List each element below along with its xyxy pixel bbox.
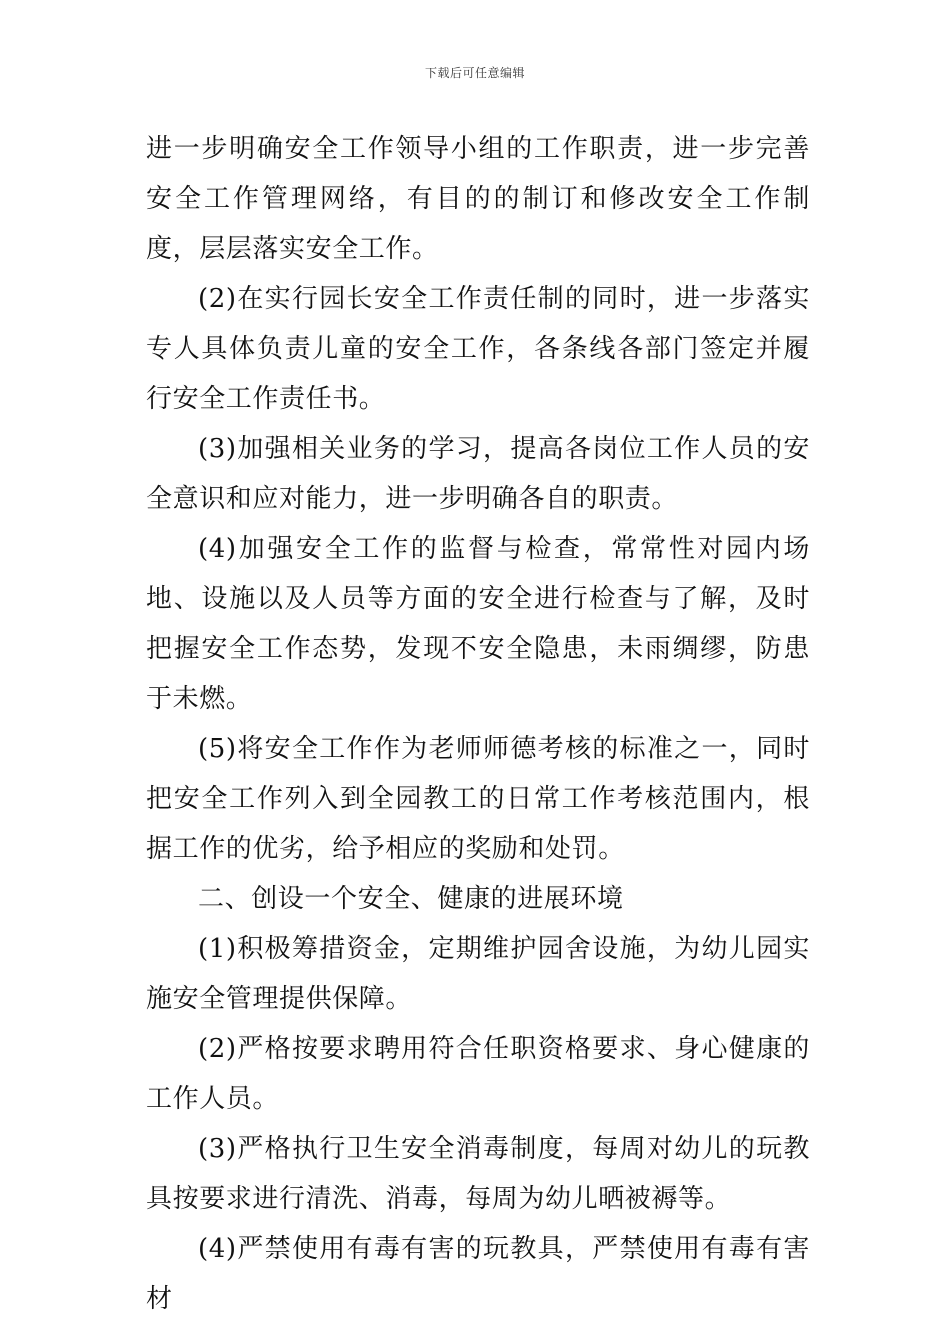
paragraph-continuation: 进一步明确安全工作领导小组的工作职责，进一步完善安全工作管理网络，有目的的制订和修改安全工作制度，层层落实安全工作。 [146,134,810,264]
page-header: 下载后可任意编辑 [424,66,525,80]
paragraph-item-2: (2)严格按要求聘用符合任职资格要求、身心健康的工作人员。 [146,1034,810,1114]
paragraph-item-2: (2)在实行园长安全工作责任制的同时，进一步落实专人具体负责儿童的安全工作，各条线各部门签定并履行安全工作责任书。 [146,284,810,414]
paragraph-item-5: (5)将安全工作作为老师师德考核的标准之一，同时把安全工作列入到全园教工的日常工作考核范围内，根据工作的优劣，给予相应的奖励和处罚。 [146,734,810,864]
paragraph-item-1: (1)积极筹措资金，定期维护园舍设施，为幼儿园实施安全管理提供保障。 [146,934,810,1014]
paragraph-item-4: (4)严禁使用有毒有害的玩教具，严禁使用有毒有害材 [146,1234,810,1314]
document-body [146,124,810,1324]
paragraph-item-3: (3)加强相关业务的学习，提高各岗位工作人员的安全意识和应对能力，进一步明确各自的职责。 [146,434,810,514]
section-heading: 二、创设一个安全、健康的进展环境 [198,884,624,914]
paragraph-item-3: (3)严格执行卫生安全消毒制度，每周对幼儿的玩教具按要求进行清洗、消毒，每周为幼儿晒被褥等。 [146,1134,810,1214]
paragraph-item-4: (4)加强安全工作的监督与检查，常常性对园内场地、设施以及人员等方面的安全进行检查与了解，及时把握安全工作态势，发现不安全隐患，未雨绸缪，防患于未燃。 [146,534,810,714]
